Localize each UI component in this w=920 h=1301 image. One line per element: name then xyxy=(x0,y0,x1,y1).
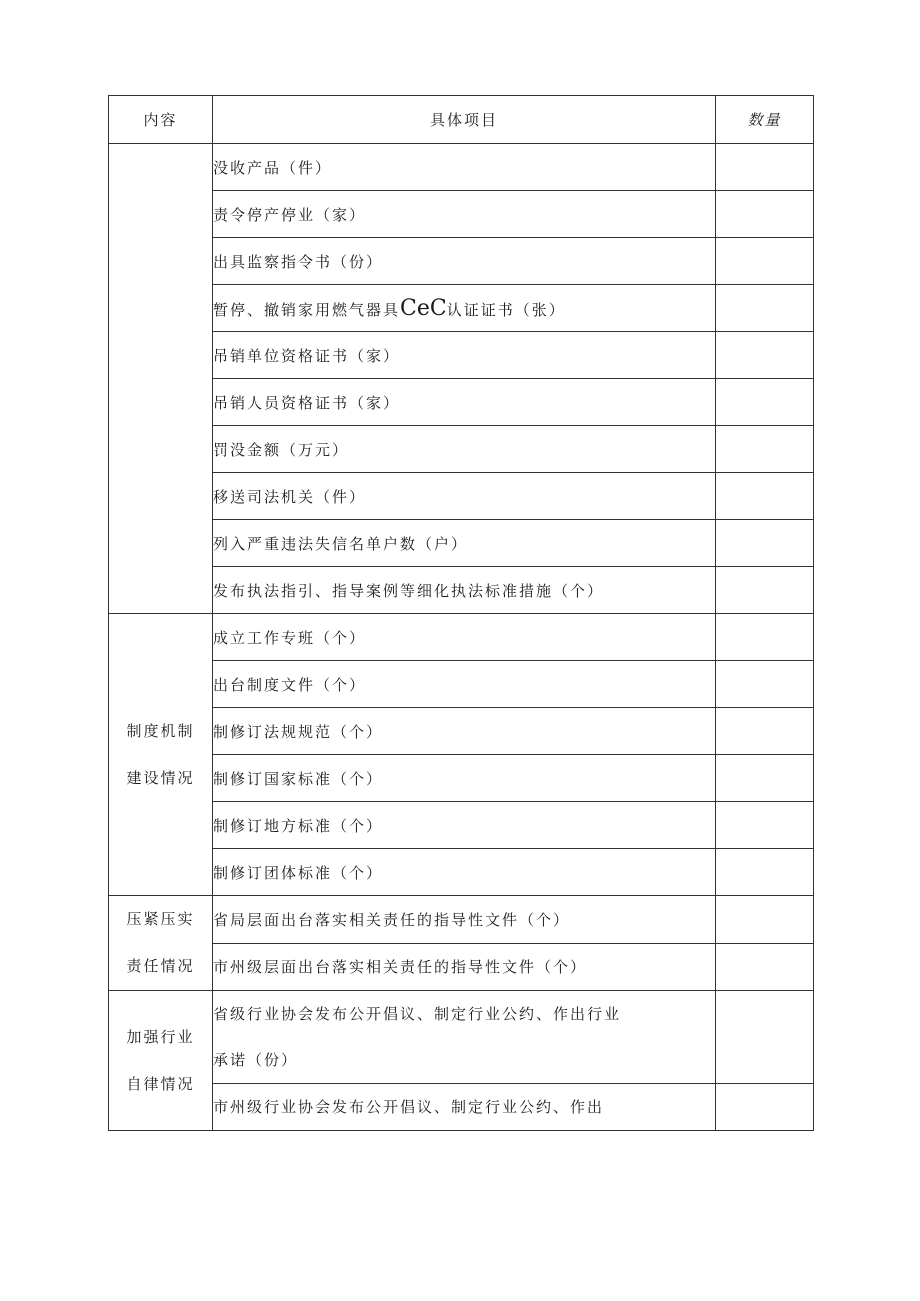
table-row xyxy=(109,802,814,849)
quantity-cell[interactable] xyxy=(716,802,814,849)
quantity-cell[interactable] xyxy=(716,755,814,802)
table-row xyxy=(109,285,814,332)
category-label: 建设情况 xyxy=(126,768,195,787)
table-row xyxy=(109,1084,814,1131)
table-row xyxy=(109,567,814,614)
quantity-cell[interactable] xyxy=(716,473,814,520)
table-row xyxy=(109,943,814,991)
cec-mark: CeC xyxy=(400,295,447,321)
item-cell: 吊销单位资格证书（家） xyxy=(213,332,716,379)
item-text-suffix: 认证证书（张） xyxy=(446,300,566,319)
quantity-cell[interactable] xyxy=(716,849,814,896)
item-cell: 移送司法机关（件） xyxy=(213,473,716,520)
quantity-cell[interactable] xyxy=(716,379,814,426)
category-label: 自律情况 xyxy=(126,1074,195,1093)
table-row xyxy=(109,473,814,520)
quantity-cell[interactable] xyxy=(716,520,814,567)
item-cell: 出具监察指令书（份） xyxy=(213,238,716,285)
category-label: 制度机制 xyxy=(126,721,195,740)
category-cell-responsibility xyxy=(109,896,213,991)
table-row xyxy=(109,238,814,285)
item-text: 暂停、撤销家用燃气器具 xyxy=(213,300,401,319)
table-row xyxy=(109,426,814,473)
item-cell: 罚没金额（万元） xyxy=(213,426,716,473)
item-cell: 省局层面出台落实相关责任的指导性文件（个） xyxy=(213,896,716,944)
table-row xyxy=(109,379,814,426)
header-item: 具体项目 xyxy=(213,96,716,144)
table-row xyxy=(109,191,814,238)
item-cell xyxy=(213,991,716,1084)
table-row xyxy=(109,991,814,1084)
statistics-table xyxy=(108,95,814,1131)
quantity-cell[interactable] xyxy=(716,191,814,238)
header-quantity: 数量 xyxy=(716,96,814,144)
item-text: 省级行业协会发布公开倡议、制定行业公约、作出行业 xyxy=(213,1005,622,1023)
category-cell-self-discipline xyxy=(109,991,213,1131)
category-label: 压紧压实 xyxy=(126,910,195,928)
quantity-cell[interactable] xyxy=(716,708,814,755)
table-row xyxy=(109,144,814,191)
quantity-cell[interactable] xyxy=(716,1084,814,1131)
quantity-cell[interactable] xyxy=(716,426,814,473)
table-row xyxy=(109,708,814,755)
item-cell: 责令停产停业（家） xyxy=(213,191,716,238)
item-cell: 发布执法指引、指导案例等细化执法标准措施（个） xyxy=(213,567,716,614)
quantity-cell[interactable] xyxy=(716,285,814,332)
quantity-cell[interactable] xyxy=(716,332,814,379)
header-content: 内容 xyxy=(109,96,213,144)
table-row xyxy=(109,332,814,379)
item-cell: 制修订团体标准（个） xyxy=(213,849,716,896)
item-cell: 制修订地方标准（个） xyxy=(213,802,716,849)
table-row xyxy=(109,614,814,661)
quantity-cell[interactable] xyxy=(716,238,814,285)
table-row xyxy=(109,661,814,708)
quantity-cell[interactable] xyxy=(716,144,814,191)
quantity-cell[interactable] xyxy=(716,614,814,661)
quantity-cell[interactable] xyxy=(716,567,814,614)
item-cell: 出台制度文件（个） xyxy=(213,661,716,708)
table-row xyxy=(109,849,814,896)
category-label: 责任情况 xyxy=(126,957,195,975)
item-cell: 列入严重违法失信名单户数（户） xyxy=(213,520,716,567)
quantity-cell[interactable] xyxy=(716,661,814,708)
item-text: 承诺（份） xyxy=(213,1051,299,1069)
category-cell-enforcement xyxy=(109,144,213,614)
table-row xyxy=(109,520,814,567)
header-row xyxy=(109,96,814,144)
quantity-cell[interactable] xyxy=(716,943,814,991)
category-label: 加强行业 xyxy=(126,1027,195,1046)
item-cell: 市州级层面出台落实相关责任的指导性文件（个） xyxy=(213,943,716,991)
item-cell: 制修订法规规范（个） xyxy=(213,708,716,755)
table-row xyxy=(109,755,814,802)
item-cell: 市州级行业协会发布公开倡议、制定行业公约、作出 xyxy=(213,1084,716,1131)
category-cell-mechanism xyxy=(109,614,213,896)
quantity-cell[interactable] xyxy=(716,991,814,1084)
quantity-cell[interactable] xyxy=(716,896,814,944)
table-row xyxy=(109,896,814,944)
item-cell: 没收产品（件） xyxy=(213,144,716,191)
item-cell xyxy=(213,285,716,332)
item-cell: 成立工作专班（个） xyxy=(213,614,716,661)
item-cell: 制修订国家标准（个） xyxy=(213,755,716,802)
item-cell: 吊销人员资格证书（家） xyxy=(213,379,716,426)
